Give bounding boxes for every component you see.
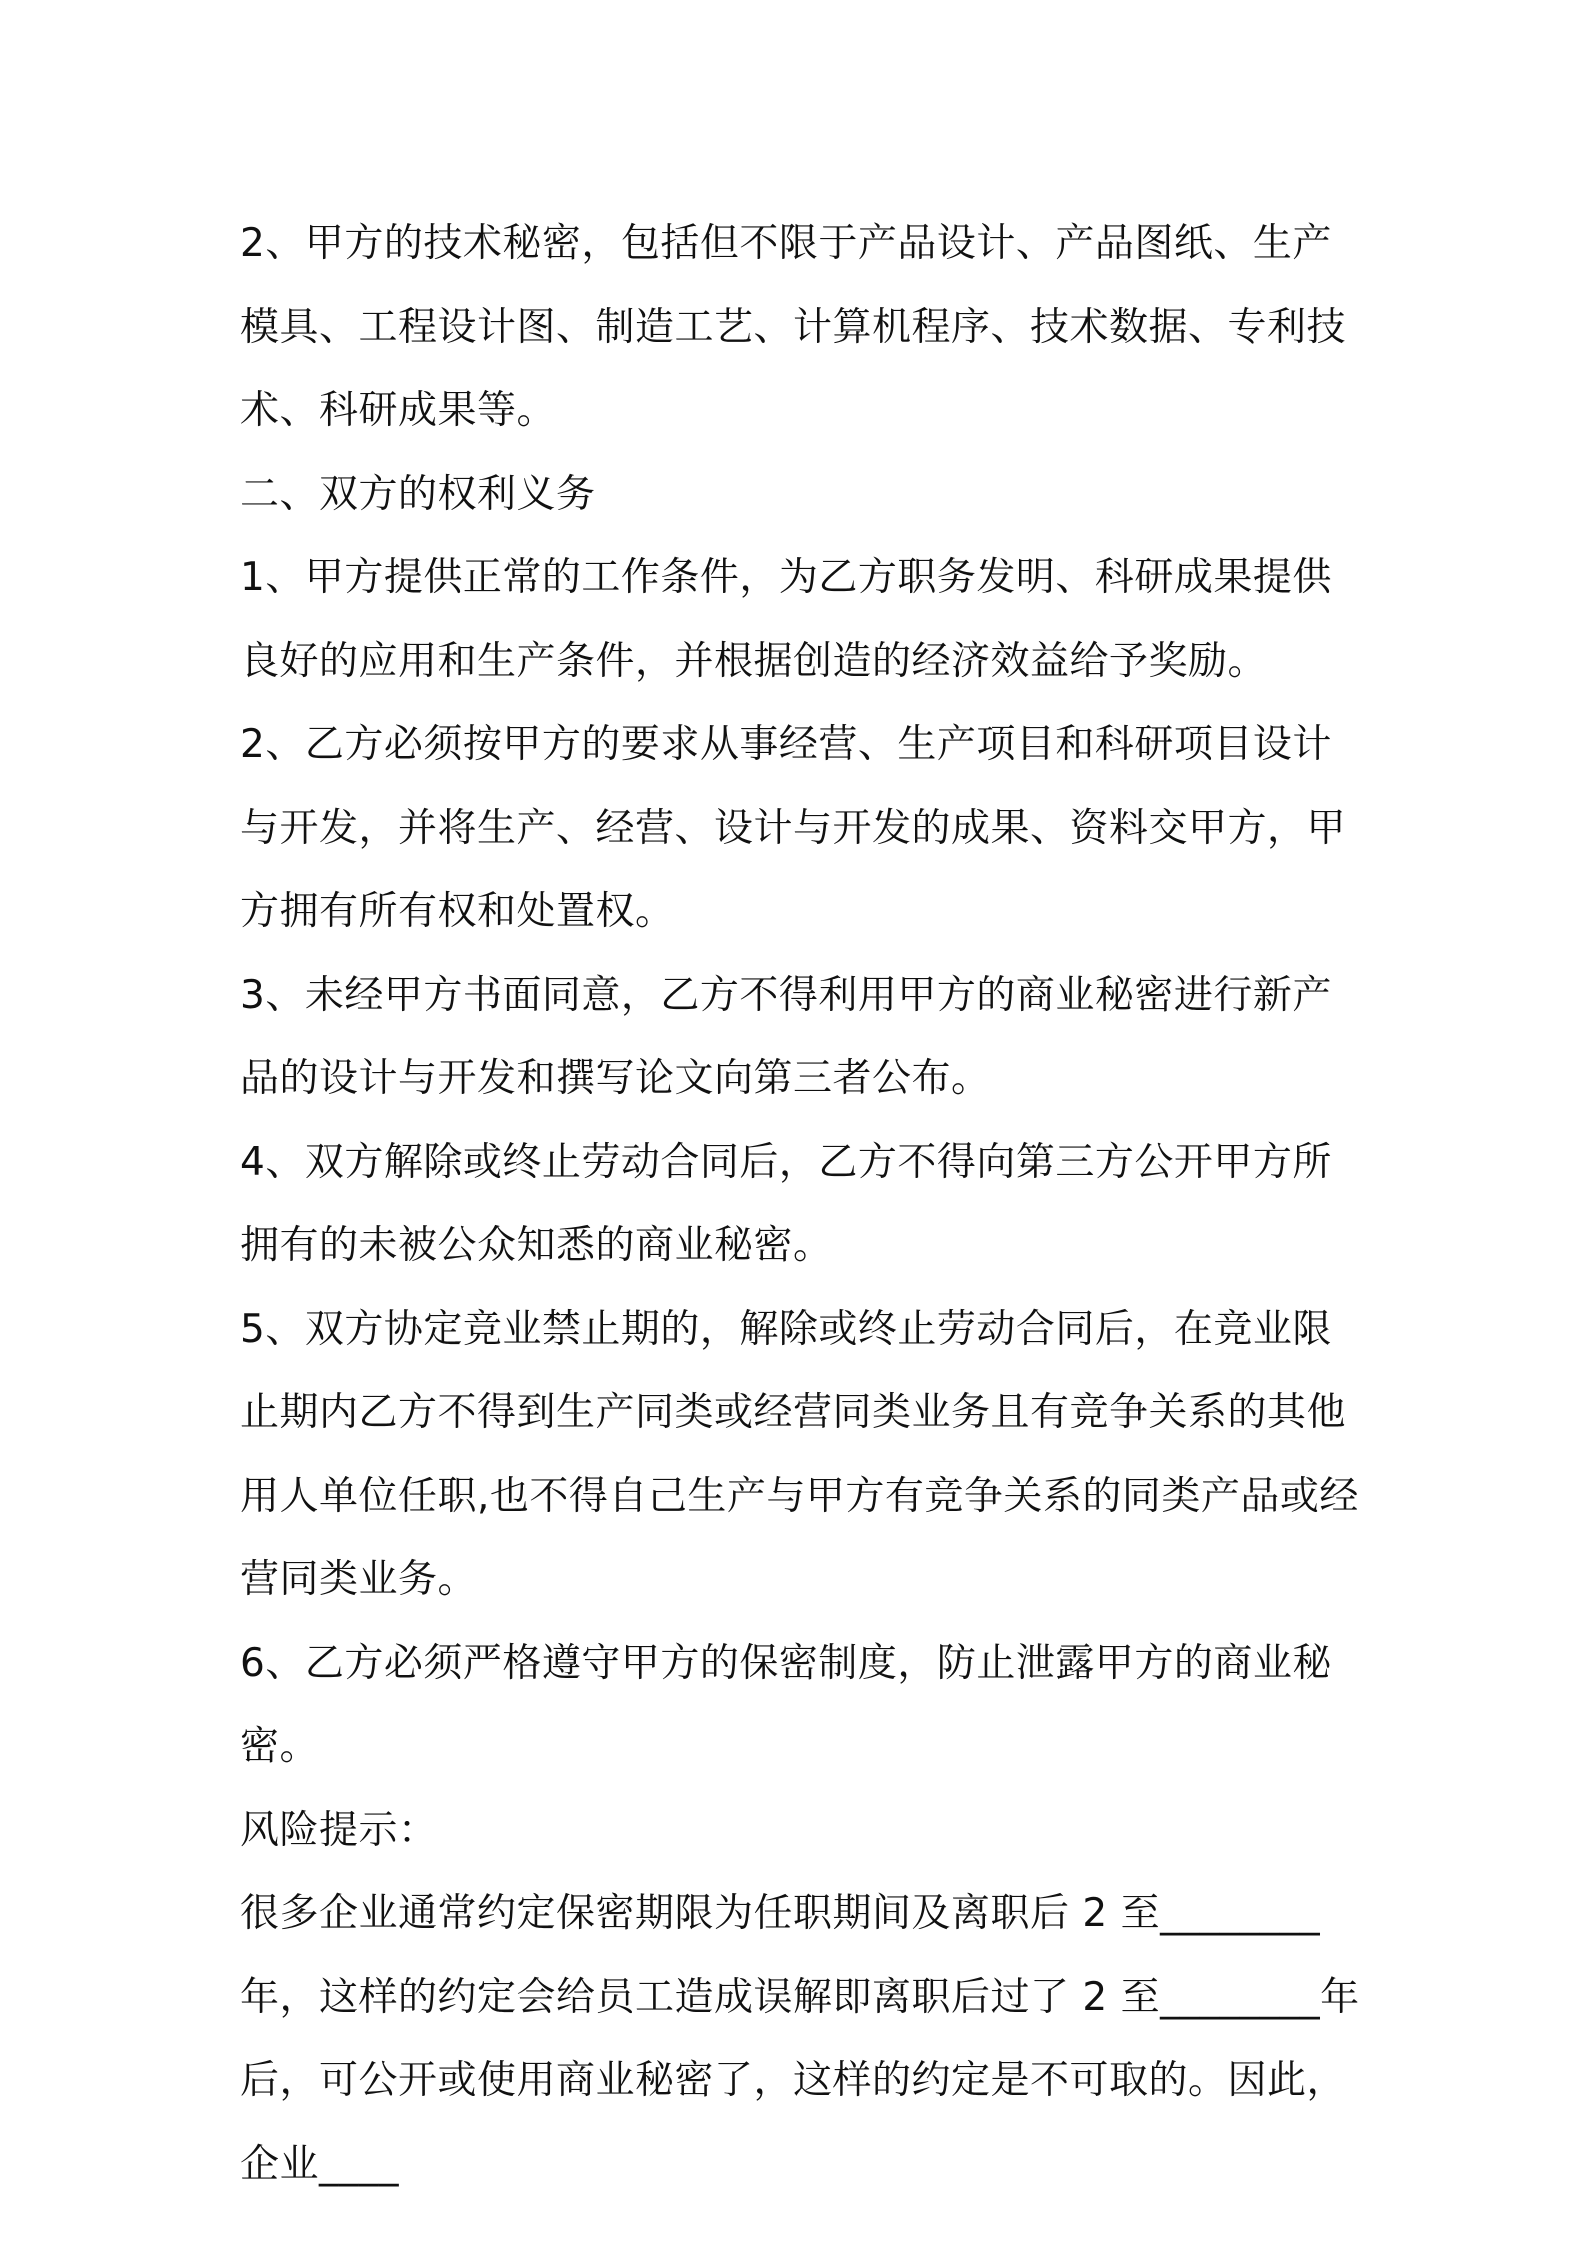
section-heading-rights-obligations: 二、双方的权利义务	[240, 471, 596, 517]
document-body	[240, 202, 1370, 2206]
paragraph-technical-secrets: 2、甲方的技术秘密，包括但不限于产品设计、产品图纸、生产模具、工程设计图、制造工艺、计算机程序、技术数据、专利技术、科研成果等。	[240, 221, 1347, 433]
paragraph-clause-1: 1、甲方提供正常的工作条件，为乙方职务发明、科研成果提供良好的应用和生产条件，并根据创造的经济效益给予奖励。	[240, 555, 1332, 684]
risk-notice-paragraph: 很多企业通常约定保密期限为任职期间及离职后 2 至________年，这样的约定会给员工造成误解即离职后过了 2 至________年后，可公开或使用商业秘密了，这样的约定是不可取的。因此，企业____	[240, 1891, 1360, 2187]
paragraph-clause-4: 4、双方解除或终止劳动合同后，乙方不得向第三方公开甲方所拥有的未被公众知悉的商业秘密。	[240, 1139, 1332, 1268]
paragraph-clause-6: 6、乙方必须严格遵守甲方的保密制度，防止泄露甲方的商业秘密。	[240, 1640, 1332, 1769]
paragraph-clause-2: 2、乙方必须按甲方的要求从事经营、生产项目和科研项目设计与开发，并将生产、经营、设计与开发的成果、资料交甲方，甲方拥有所有权和处置权。	[240, 722, 1347, 934]
paragraph-clause-5: 5、双方协定竞业禁止期的，解除或终止劳动合同后，在竞业限止期内乙方不得到生产同类或经营同类业务且有竞争关系的其他用人单位任职,也不得自己生产与甲方有竞争关系的同类产品或经营同类业务。	[240, 1306, 1359, 1602]
paragraph-clause-3: 3、未经甲方书面同意，乙方不得利用甲方的商业秘密进行新产品的设计与开发和撰写论文向第三者公布。	[240, 972, 1332, 1101]
risk-notice-heading: 风险提示：	[240, 1807, 438, 1853]
